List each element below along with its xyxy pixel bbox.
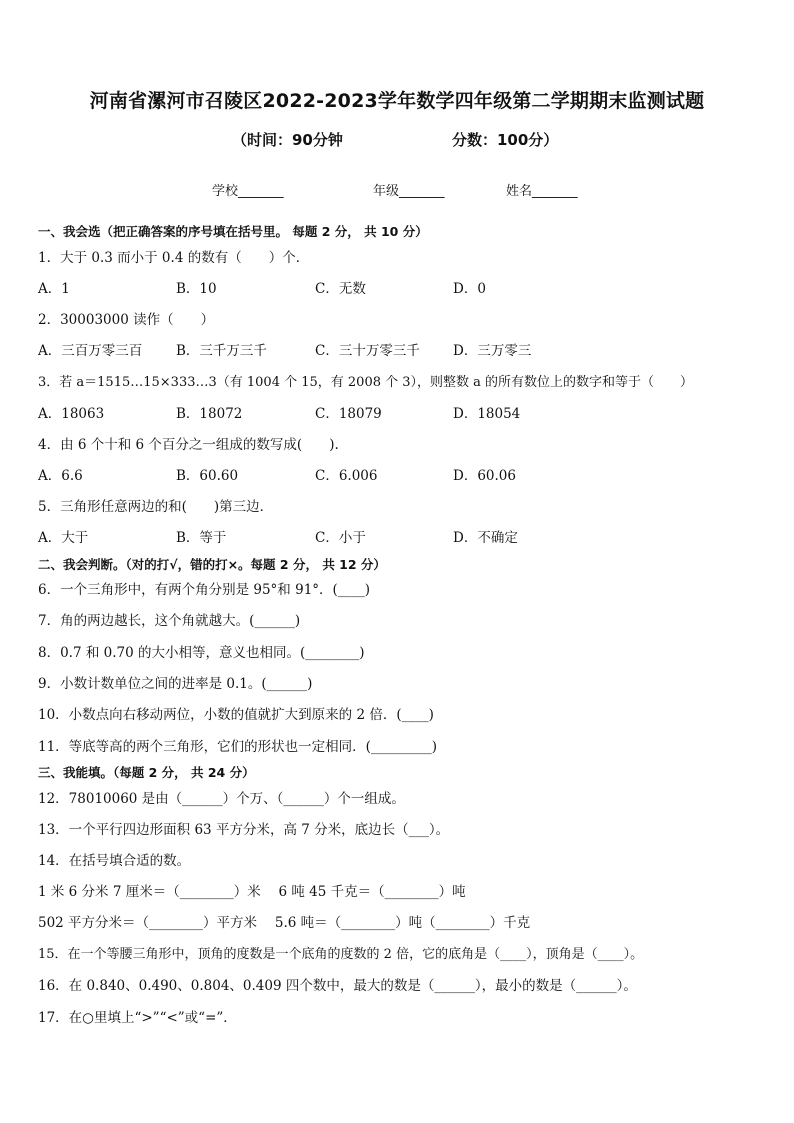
question-1: 1．大于 0.3 而小于 0.4 的数有（ ）个． xyxy=(38,250,310,266)
question-4: 4．由 6 个十和 6 个百分之一组成的数写成( ). xyxy=(38,437,339,453)
q5-option-a: A．大于 xyxy=(38,530,89,546)
q4-option-a: A．6.6 xyxy=(38,468,83,484)
question-3: 3．若 a＝1515…15×333…3（有 1004 个 15，有 2008 个 3），则整数 a 的所有数位上的数字和等于（ ） xyxy=(38,375,694,390)
question-11: 11．等底等高的两个三角形，它们的形状也一定相同．(_________) xyxy=(38,739,437,755)
question-6: 6．一个三角形中，有两个角分别是 95°和 91°．(____) xyxy=(38,582,371,598)
q4-option-d: D．60.06 xyxy=(453,468,516,484)
exam-title: 河南省漯河市召陵区2022-2023学年数学四年级第二学期期末监测试题 xyxy=(89,90,705,112)
q3-option-c: C．18079 xyxy=(315,406,382,422)
section-heading-choice: 一、我会选（把正确答案的序号填在括号里。 每题 2 分， 共 10 分） xyxy=(38,224,428,239)
q3-option-d: D．18054 xyxy=(453,406,521,422)
question-14-line-b: 502 平方分米＝（________）平方米 5.6 吨＝（________）吨（________）千克 xyxy=(38,915,531,931)
school-field: 学校_______ xyxy=(212,184,284,199)
q2-option-c: C．三十万零三千 xyxy=(315,343,420,359)
question-17: 17．在○里填上“>”“<”或“=”． xyxy=(38,1010,237,1026)
question-16: 16．在 0.840、0.490、0.804、0.409 四个数中，最大的数是（______），最小的数是（______）。 xyxy=(38,978,637,994)
question-10: 10．小数点向右移动两位，小数的值就扩大到原来的 2 倍．(____) xyxy=(38,707,434,723)
name-field: 姓名_______ xyxy=(506,184,578,199)
q1-option-c: C．无数 xyxy=(315,281,366,297)
q5-option-b: B．等于 xyxy=(176,530,227,546)
question-8: 8．0.7 和 0.70 的大小相等，意义也相同。(________) xyxy=(38,645,365,661)
question-5: 5．三角形任意两边的和( )第三边． xyxy=(38,499,274,515)
question-9: 9．小数计数单位之间的进率是 0.1。(______) xyxy=(38,676,313,692)
section-heading-fill: 三、我能填。（每题 2 分， 共 24 分） xyxy=(38,765,255,780)
exam-time: （时间：90分钟 xyxy=(232,131,343,149)
q2-option-a: A．三百万零三百 xyxy=(38,343,143,359)
question-13: 13．一个平行四边形面积 63 平方分米，高 7 分米，底边长（___）。 xyxy=(38,822,450,838)
question-14: 14．在括号填合适的数。 xyxy=(38,853,191,869)
q4-option-b: B．60.60 xyxy=(176,468,239,484)
q1-option-b: B．10 xyxy=(176,281,217,297)
q3-option-b: B．18072 xyxy=(176,406,243,422)
grade-field: 年级_______ xyxy=(373,184,445,199)
section-heading-judge: 二、我会判断。（对的打√，错的打×。每题 2 分， 共 12 分） xyxy=(38,557,386,572)
question-15: 15．在一个等腰三角形中，顶角的度数是一个底角的度数的 2 倍，它的底角是（____），顶角是（____）。 xyxy=(38,947,644,962)
q1-option-a: A．1 xyxy=(38,281,70,297)
question-12: 12．78010060 是由（______）个万、（______）个一组成。 xyxy=(38,791,405,807)
q4-option-c: C．6.006 xyxy=(315,468,378,484)
question-7: 7．角的两边越长，这个角就越大。(______) xyxy=(38,613,301,629)
exam-score: 分数：100分） xyxy=(452,131,559,149)
q2-option-d: D．三万零三 xyxy=(453,343,532,359)
q5-option-c: C．小于 xyxy=(315,530,366,546)
question-14-line-a: 1 米 6 分米 7 厘米＝（________）米 6 吨 45 千克＝（________）吨 xyxy=(38,884,466,900)
q1-option-d: D．0 xyxy=(453,281,486,297)
question-2: 2．30003000 读作（ ） xyxy=(38,312,215,328)
q5-option-d: D．不确定 xyxy=(453,530,518,546)
q3-option-a: A．18063 xyxy=(38,406,105,422)
q2-option-b: B．三千万三千 xyxy=(176,343,267,359)
